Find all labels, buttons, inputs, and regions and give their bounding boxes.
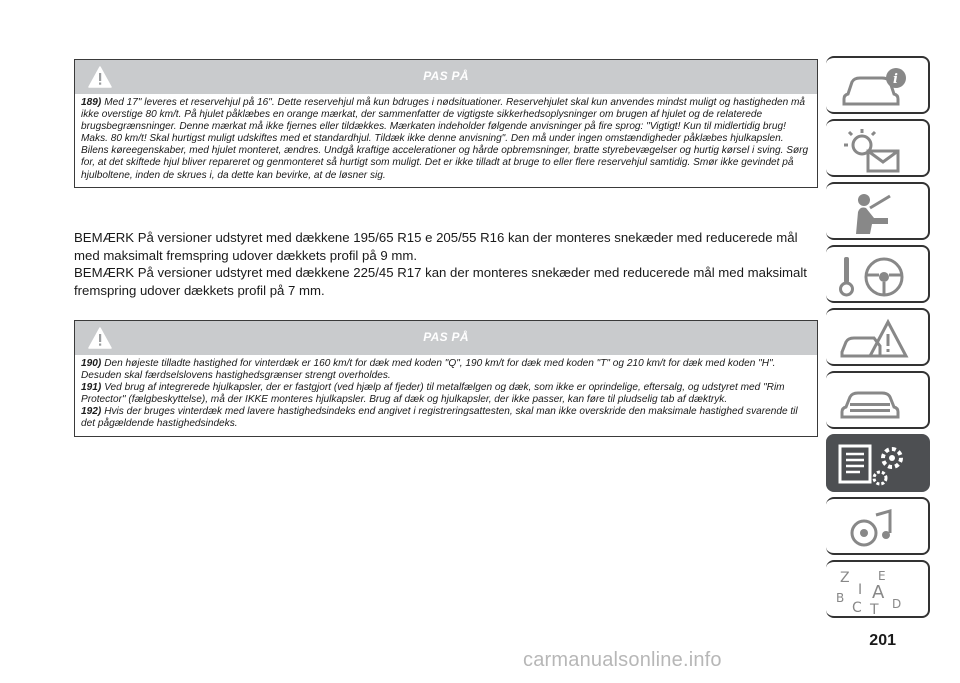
- technical-data-icon: [834, 440, 922, 490]
- warning-title: PAS PÅ: [423, 69, 469, 83]
- warning-paragraph: [81, 382, 812, 406]
- warning-number: 189): [81, 97, 102, 108]
- tab-maintenance[interactable]: [826, 371, 930, 429]
- maintenance-icon: [834, 377, 922, 427]
- warning-text: Ved brug af integrerede hjulkapsler, der er fastgjort (ved hjælp af fjeder) til metalfælgen og dæk, som ikke er oprindelige, eftersalg, og udstyret med "Rim Protector" (fælgbeskyttelse), må der IKKE monteres hjulkapsler. Brug af dæk og hjulkapsler, der ikke passer, kan føre til pludselig tab af dæktryk.: [81, 382, 785, 406]
- svg-text:I: I: [858, 582, 863, 598]
- notes: [74, 229, 819, 299]
- emergency-icon: [834, 314, 922, 364]
- warning-number: 190): [81, 358, 102, 369]
- svg-text:C: C: [852, 600, 862, 616]
- multimedia-icon: [834, 503, 922, 553]
- tab-safety[interactable]: [826, 182, 930, 240]
- warning-number: 191): [81, 382, 102, 394]
- note-paragraph: BEMÆRK På versioner udstyret med dækkene 225/45 R17 kan der monteres snekæder med reducerede mål med maksimalt fremspring udover dækkets profil på 7 mm.: [74, 265, 807, 298]
- warning-paragraph: [81, 97, 812, 182]
- warning-header: [75, 321, 817, 355]
- watermark: carmanualsonline.info: [523, 649, 722, 671]
- warning-paragraph: [81, 406, 812, 430]
- warning-text: Med 17" leveres et reservehjul på 16". Dette reservehjul må kun bdruges i nødsituationer. Reservehjulet skal kun anvendes mindst muligt og hastigheden må ikke overstige 80 km/t. På hjulet påklæbes en orange mærkat, der sammenfatter de vigtigste sikkerhedsoplysninger om brugen af hjulet og de relaterede brugsbegrænsninger. Denne mærkat må ikke fjernes eller tildækkes. Mærkaten indeholder følgende anvisninger på fire sprog: "Vigtigt! Kun til midlertidig brug! Maks. 80 km/t! Skal hurtigst muligt udskiftes med et standardhjul. Tildæk ikke denne anvisning". Den må under ingen omstændigheder påklæbes hjulkapslen. Bilens køreegenskaber, med hjulet monteret, ændres. Undgå kraftige accelerationer og hårde opbremsninger, bratte styrebevægelser og hurtig kørsel i sving. Sørg for, at det skiftede hjul bliver repareret og genmonteret så hurtigt som muligt. Det er ikke tilladt at bruge to eller flere reservehjul samtidig. Smør ikke gevindet på hjulboltene, inden de skrues i, da dette kan bevirke, at de løsner sig.: [81, 97, 809, 181]
- warning-text: Hvis der bruges vinterdæk med lavere hastighedsindeks end angivet i registreringsattesten, skal man ikke overskride den maksimale hastighed svarende til det pågældende hastighedsindeks.: [81, 406, 798, 430]
- tab-index[interactable]: [826, 560, 930, 618]
- note-paragraph: BEMÆRK På versioner udstyret med dækkene 195/65 R15 e 205/55 R16 kan der monteres snekæder med reducerede mål med maksimalt fremspring udover dækkets profil på 9 mm.: [74, 230, 798, 263]
- tab-starting-driving[interactable]: [826, 245, 930, 303]
- tab-dashboard-lights[interactable]: [826, 119, 930, 177]
- tab-technical-data[interactable]: [826, 434, 930, 492]
- svg-text:Z: Z: [840, 570, 850, 586]
- svg-text:i: i: [893, 72, 898, 87]
- svg-text:E: E: [878, 569, 886, 583]
- warning-body: [75, 94, 817, 187]
- svg-text:A: A: [872, 582, 885, 603]
- warning-paragraph: [81, 358, 812, 382]
- index-icon: [834, 566, 922, 616]
- svg-text:D: D: [892, 597, 902, 611]
- warning-text: Den højeste tilladte hastighed for vinterdæk er 160 km/t for dæk med koden "Q", 190 km/t for dæk med koden "T" og 210 km/t for dæk med koden "H". Desuden skal færdselslovens hastighedsgrænser strengt overholdes.: [81, 358, 776, 382]
- safety-airbag-icon: [834, 188, 922, 238]
- car-info-icon: [834, 62, 922, 112]
- warning-box-189: [74, 59, 818, 188]
- warning-box-190-192: [74, 320, 818, 437]
- page-number: 201: [869, 632, 896, 649]
- svg-text:T: T: [870, 602, 879, 616]
- warning-number: 192): [81, 406, 102, 418]
- dashboard-lights-icon: [834, 125, 922, 175]
- warning-title: PAS PÅ: [423, 330, 469, 344]
- svg-text:B: B: [836, 591, 845, 605]
- warning-header: [75, 60, 817, 94]
- warning-body: [75, 355, 817, 436]
- steering-wheel-key-icon: [834, 251, 922, 301]
- tab-car-info[interactable]: [826, 56, 930, 114]
- tab-multimedia[interactable]: [826, 497, 930, 555]
- tab-emergency[interactable]: [826, 308, 930, 366]
